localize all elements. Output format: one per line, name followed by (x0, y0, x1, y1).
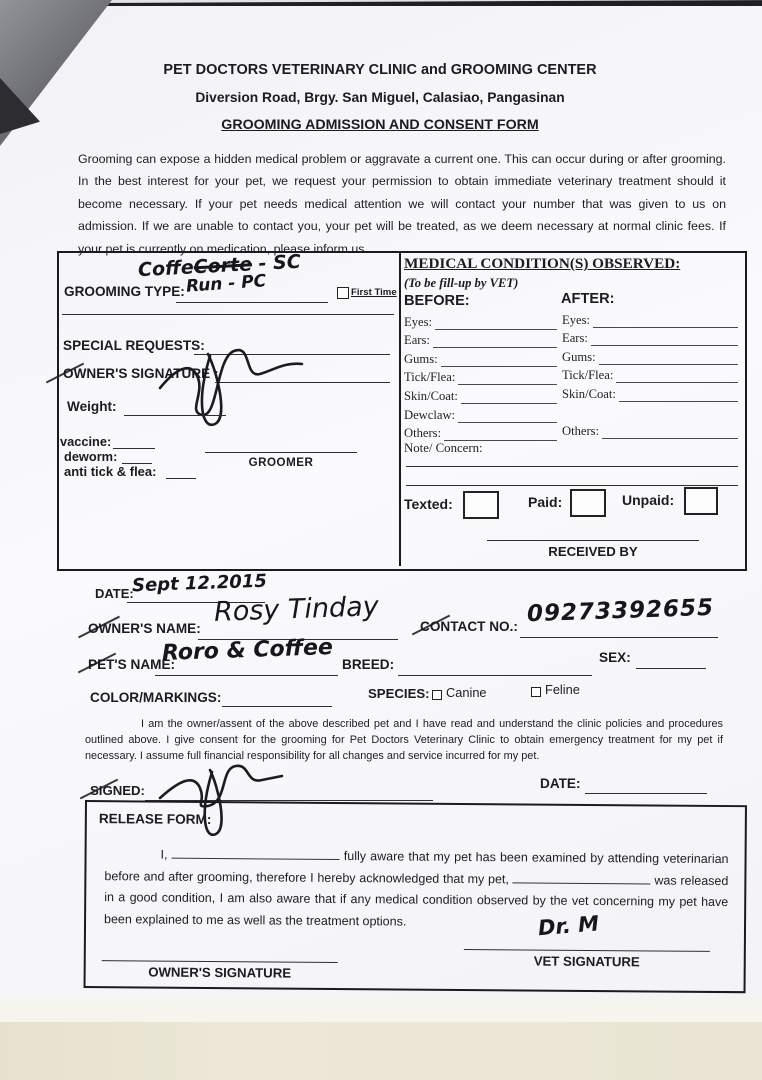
before-dewclaw-field (458, 407, 557, 423)
contact-no-label: CONTACT NO.: (420, 619, 518, 634)
feline-label: Feline (545, 682, 580, 697)
canine-label: Canine (446, 685, 487, 700)
note-concern-label: Note/ Concern: (404, 441, 483, 455)
admission-box-divider (399, 252, 401, 566)
clinic-name: PET DOCTORS VETERINARY CLINIC and GROOMING CENTER (163, 62, 597, 78)
color-markings-label: COLOR/MARKINGS: (90, 690, 222, 705)
before-eyes-field (435, 314, 557, 330)
before-skincoat-field (461, 388, 557, 404)
release-form-paragraph (104, 844, 729, 935)
date-label: DATE: (95, 586, 134, 601)
grooming-type-value: Run - PC (185, 271, 267, 297)
first-time-checkbox (337, 287, 349, 299)
grooming-extra-line (62, 300, 394, 315)
release-form-title: RELEASE FORM: (98, 811, 212, 827)
before-row-dewclaw: Dewclaw: (404, 404, 557, 423)
weight-field (124, 399, 226, 416)
before-row-skincoat: Skin/Coat: (404, 385, 557, 404)
signed-label: SIGNED: (90, 783, 145, 798)
after-row-skincoat: Skin/Coat: (562, 383, 738, 402)
handwritten-note-part1: Coffe (137, 256, 195, 282)
unpaid-label: Unpaid: (622, 492, 675, 508)
before-header: BEFORE: (404, 293, 470, 309)
pets-name-label: PET'S NAME: (88, 657, 176, 672)
paid-checkbox (570, 489, 606, 517)
handwritten-note-part2: - SC (258, 250, 302, 275)
consent-paragraph: I am the owner/assent of the above described pet and I have read and understand the clinic policies and procedures outlined above. I give consent for the grooming for Pet Doctors Veterinary Clinic to obtain emergency treatment for my pet if necessary. I assume full financial responsibility for all changes and service incurred for my pet. (85, 718, 723, 763)
intro-paragraph: Grooming can expose a hidden medical problem or aggravate a current one. This can occur during or after grooming. In the best interest for your pet, we request your permission to obtain immediate veterinary treatment should it become necessary. If your pet needs medical attention we will contact your number that was given to us on admission. If we are unable to contact you, your pet will be treated, as we deem necessary at normal clinic fees. If your pet is currently on medication, please inform us. (78, 152, 726, 256)
release-text-start: I, (160, 847, 168, 862)
feline-checkbox (531, 687, 541, 697)
after-ears-field (591, 330, 738, 346)
unpaid-checkbox (684, 487, 718, 515)
owner-signature-line (102, 960, 338, 963)
vaccine-label: vaccine: (60, 434, 112, 449)
groomer-signature-line (205, 452, 357, 453)
special-requests-label: SPECIAL REQUESTS: (63, 338, 205, 353)
color-markings-field (222, 690, 332, 707)
before-others-field (444, 425, 557, 441)
form-title: GROOMING ADMISSION AND CONSENT FORM (221, 117, 539, 133)
after-column (562, 309, 738, 439)
before-row-tickflea: Tick/Flea: (404, 367, 557, 386)
before-row-eyes: Eyes: (404, 311, 557, 330)
received-by-label: RECEIVED BY (548, 544, 638, 559)
release-name-field (172, 845, 340, 860)
grooming-type-label: GROOMING TYPE: (64, 284, 185, 299)
anti-tick-flea-field (166, 464, 196, 479)
before-row-others: Others: (404, 423, 557, 442)
handwritten-note-struck: Corte (193, 253, 253, 279)
texted-label: Texted: (404, 496, 453, 512)
after-gums-field (599, 349, 738, 365)
date-value: Sept 12.2015 (131, 570, 268, 597)
before-tickflea-field (458, 369, 557, 385)
sex-label: SEX: (599, 650, 631, 665)
breed-field (398, 657, 592, 676)
paid-label: Paid: (528, 494, 563, 510)
medical-title: MEDICAL CONDITION(S) OBSERVED: (404, 255, 681, 272)
after-header: AFTER: (561, 291, 615, 307)
owner-signature-label: OWNER'S SIGNATURE (148, 964, 292, 981)
vet-signature-line (464, 949, 710, 952)
release-pet-field (513, 869, 651, 884)
after-others-field (602, 423, 738, 439)
vet-signature-value: Dr. M (537, 911, 600, 941)
before-column (404, 311, 557, 441)
consent-date-field (585, 776, 707, 794)
release-form-box (84, 800, 747, 993)
owners-signature-label: OWNER'S SIGNATURE : (63, 366, 219, 381)
clinic-address: Diversion Road, Brgy. San Miguel, Calasiao, Pangasinan (195, 90, 565, 105)
anti-tick-flea-label: anti tick & flea: (64, 464, 157, 479)
groomer-label: GROOMER (248, 456, 314, 469)
before-ears-field (433, 332, 557, 348)
owners-name-value: Rosy Tinday (213, 591, 380, 628)
contact-no-value: 09273392655 (526, 594, 715, 628)
note-line-1 (406, 452, 738, 467)
vet-signature-label: VET SIGNATURE (533, 953, 640, 970)
paper-bottom-edge (0, 1000, 762, 1022)
canine-checkbox (432, 690, 442, 700)
release-text-middle: fully aware that my pet has been examined by attending veterinarian before and after grooming, therefore I hereby acknowledged that my pet, (104, 849, 729, 886)
after-row-tickflea: Tick/Flea: (562, 365, 738, 384)
after-row-ears: Ears: (562, 328, 738, 347)
before-gums-field (441, 351, 557, 367)
sex-field (636, 650, 706, 669)
first-time-label: First Time (351, 287, 397, 298)
after-row-eyes: Eyes: (562, 309, 738, 328)
before-row-ears: Ears: (404, 330, 557, 349)
after-skincoat-field (619, 386, 738, 402)
scanner-bed-strip (0, 1022, 762, 1080)
species-label: SPECIES: (368, 686, 430, 701)
deworm-field (122, 449, 152, 464)
received-by-line (487, 540, 699, 541)
breed-label: BREED: (342, 657, 395, 672)
pets-name-value: Roro & Coffee (161, 635, 334, 666)
deworm-label: deworm: (64, 449, 118, 464)
texted-checkbox (463, 491, 499, 519)
vaccine-field (113, 434, 155, 449)
weight-label: Weight: (67, 399, 117, 414)
release-text-end: was released in a good condition, I am also aware that if any medical condition observed by the vet concerning my pet have been explained to me as well as the treatment options. (104, 872, 729, 929)
before-row-gums: Gums: (404, 348, 557, 367)
owners-name-label: OWNER'S NAME: (88, 621, 201, 636)
consent-date-label: DATE: (540, 776, 581, 791)
after-row-others: Others: (562, 421, 738, 440)
after-row-gums: Gums: (562, 346, 738, 365)
after-eyes-field (593, 312, 738, 328)
note-line-2 (406, 471, 738, 486)
after-tickflea-field (616, 367, 738, 383)
medical-subtitle: (To be fill-up by VET) (404, 276, 519, 290)
